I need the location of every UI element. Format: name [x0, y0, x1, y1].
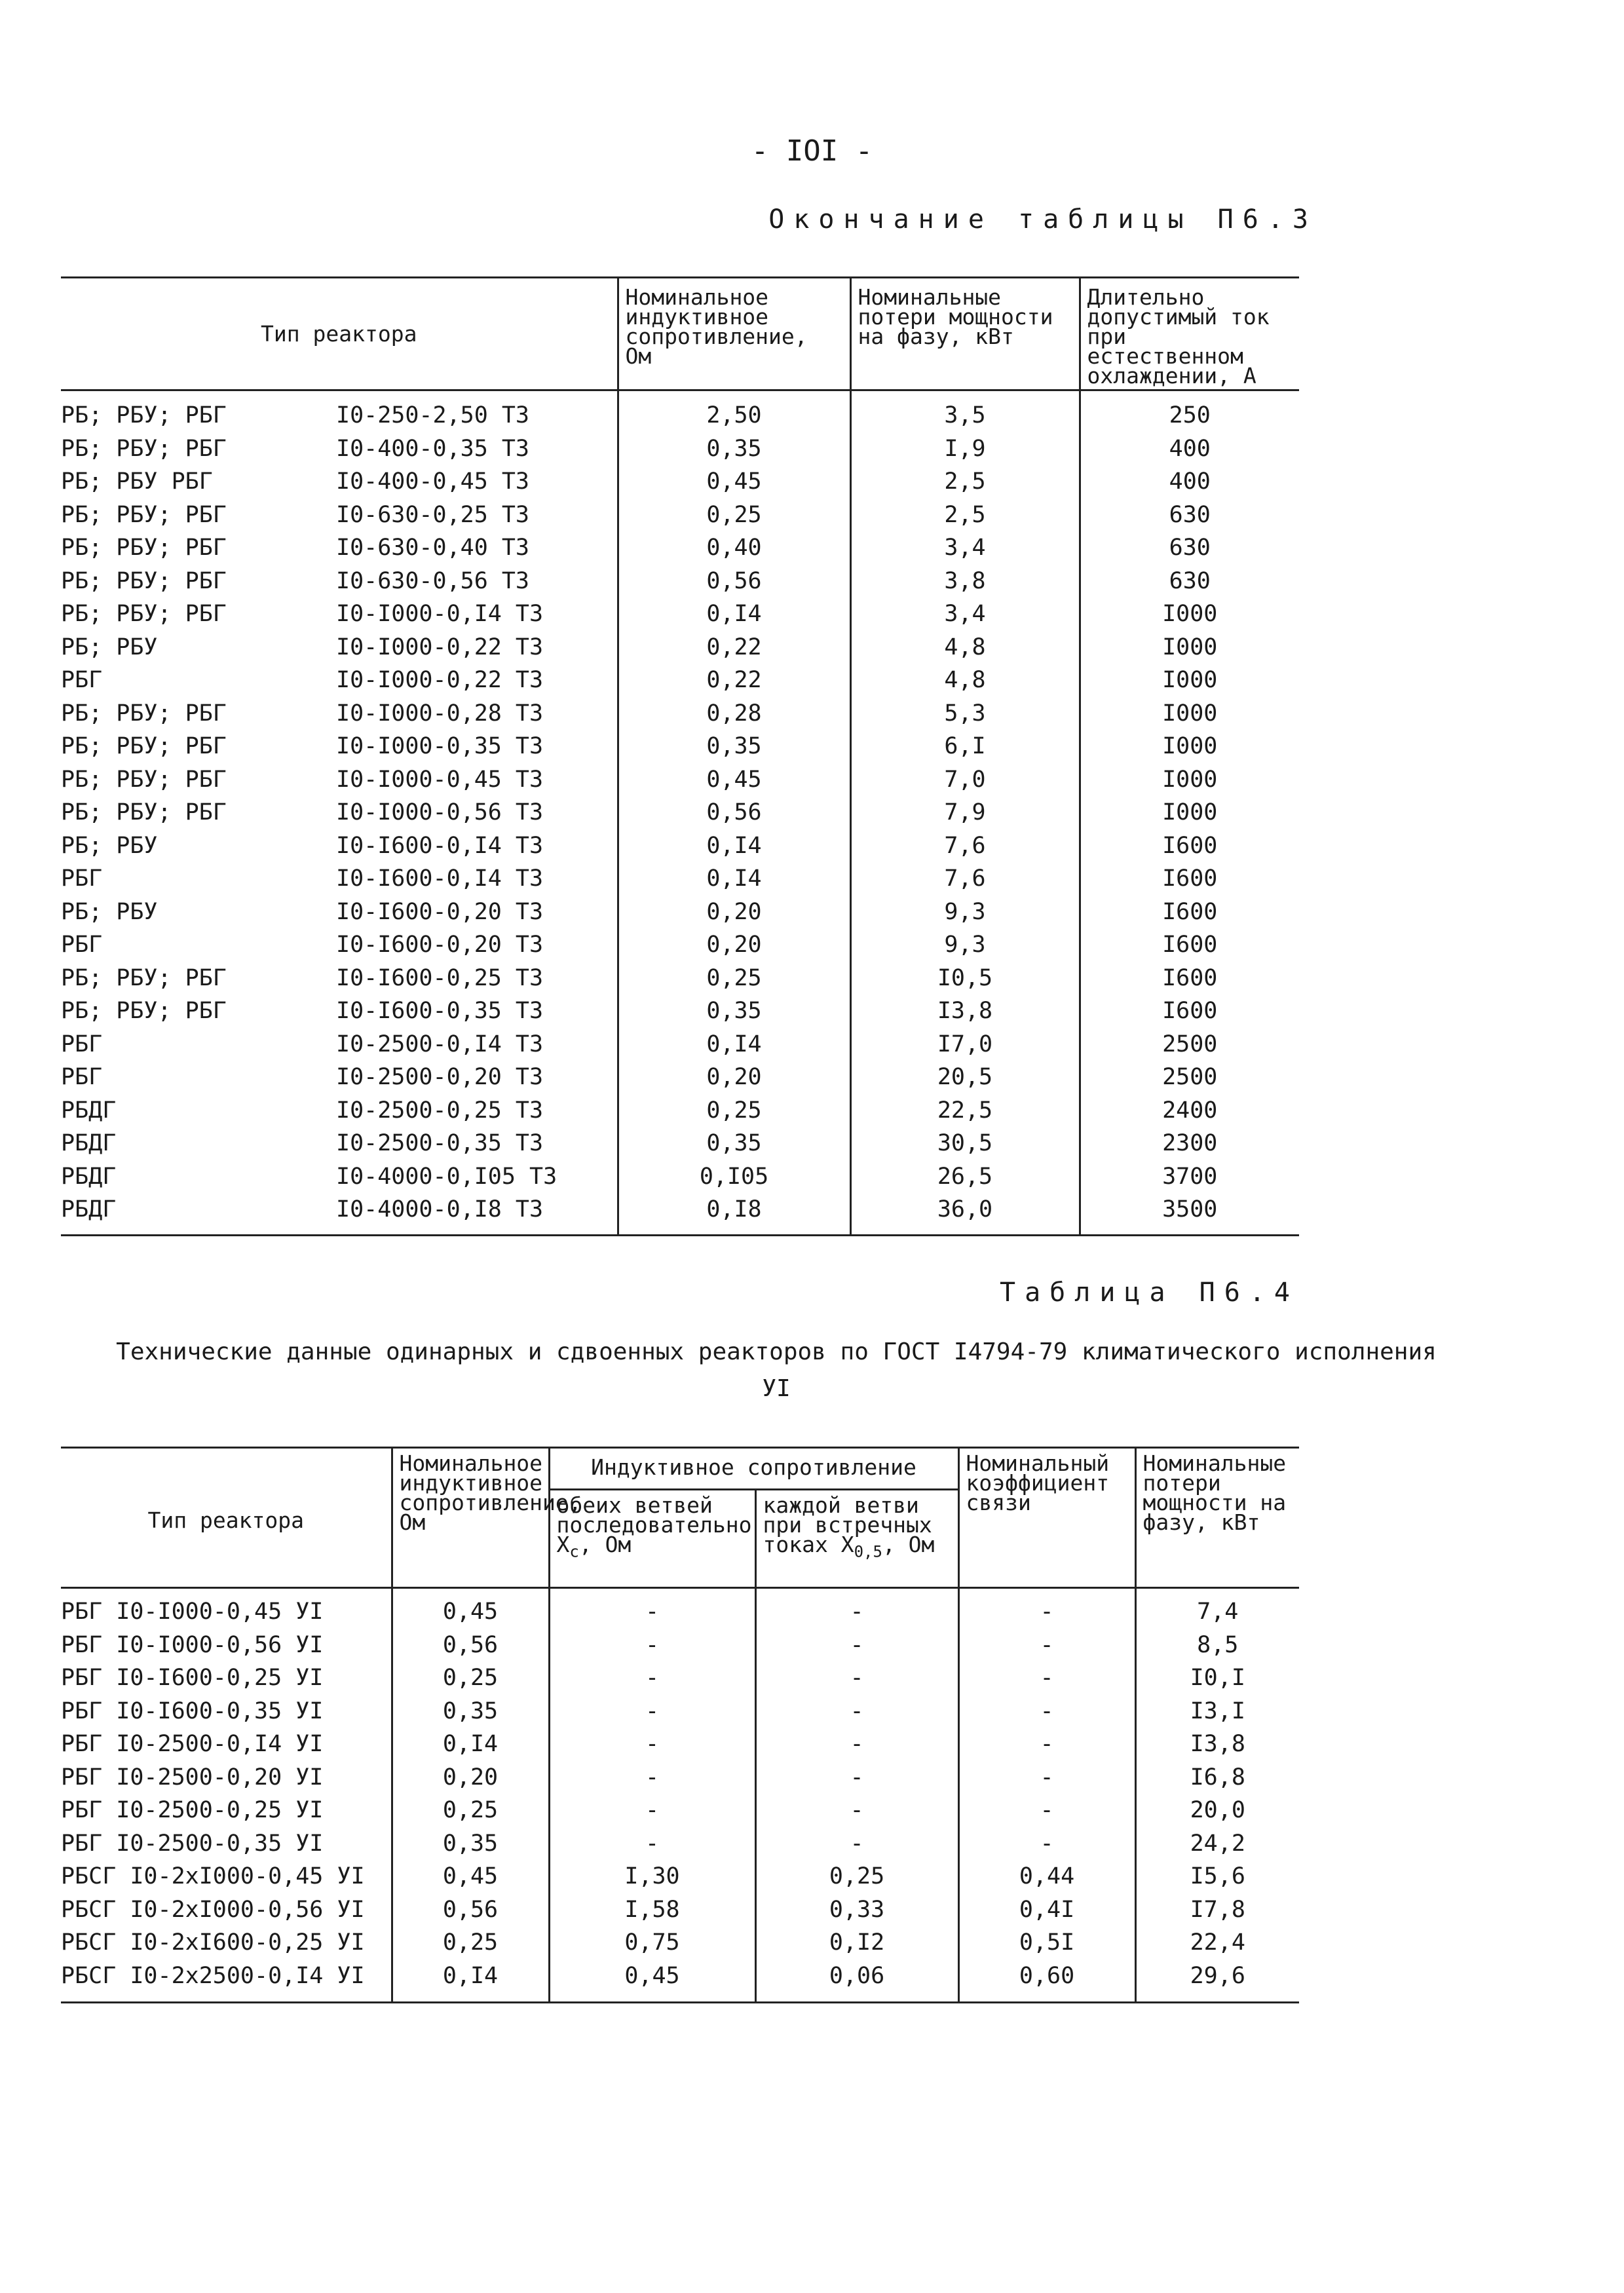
counter-current-resistance-cell: - [755, 1728, 958, 1761]
power-losses-cell: I3,I [1135, 1695, 1299, 1728]
table-row [61, 928, 1299, 962]
subscript-c: c [569, 1542, 579, 1561]
series-resistance-cell: - [549, 1761, 755, 1794]
power-losses-cell: 30,5 [850, 1127, 1080, 1160]
nominal-resistance-cell: 0,45 [392, 1860, 549, 1893]
table2-header-row-1 [61, 1448, 1299, 1490]
power-losses-cell: 7,0 [850, 763, 1080, 797]
power-losses-cell: 9,3 [850, 896, 1080, 929]
reactor-type-cell [61, 962, 618, 995]
reactor-model: I0-2500-0,25 Т3 [336, 1097, 544, 1124]
counter-current-resistance-cell: - [755, 1827, 958, 1861]
header-power-losses: Номинальные потери мощности на фазу, кВт [850, 278, 1080, 390]
reactor-series: РБ; РБУ [61, 898, 158, 925]
reactor-type-cell [61, 697, 618, 730]
nominal-resistance-cell: 0,25 [392, 1926, 549, 1960]
continuous-current-cell: 3500 [1080, 1193, 1299, 1235]
reactor-series: РБГ [61, 932, 103, 958]
header-each-branch-unit: , Ом [882, 1532, 935, 1557]
coupling-coefficient-cell: - [958, 1661, 1135, 1695]
subscript-0-5: 0,5 [854, 1542, 882, 1561]
power-losses-cell: 9,3 [850, 928, 1080, 962]
inductive-resistance-cell: 0,45 [618, 465, 850, 499]
series-resistance-cell: - [549, 1588, 755, 1629]
inductive-resistance-cell: 0,20 [618, 896, 850, 929]
power-losses-cell: 3,4 [850, 597, 1080, 631]
inductive-resistance-cell: 0,I05 [618, 1160, 850, 1194]
continuous-current-cell: 630 [1080, 565, 1299, 598]
reactor-series: РБ; РБУ; РБГ [61, 601, 227, 628]
reactor-type-cell [61, 565, 618, 598]
continuous-current-cell: 2300 [1080, 1127, 1299, 1160]
header-inductive-resistance-group: Индуктивное сопротивление [549, 1448, 958, 1490]
reactor-type-cell: РБГ I0-2500-0,35 УI [61, 1830, 324, 1857]
header-inductive-resistance: Номинальное индуктивное сопротивление, Ом [618, 278, 850, 390]
reactor-series: РБ; РБУ; РБГ [61, 766, 227, 793]
power-losses-cell: 36,0 [850, 1193, 1080, 1235]
reactor-type-cell [61, 829, 618, 863]
power-losses-cell: I7,0 [850, 1028, 1080, 1061]
table-row [61, 763, 1299, 797]
table-row [61, 896, 1299, 929]
reactor-type-cell [61, 1061, 618, 1094]
inductive-resistance-cell: 0,56 [618, 796, 850, 829]
reactor-series: РБДГ [61, 1163, 117, 1190]
coupling-coefficient-cell: - [958, 1761, 1135, 1794]
coupling-coefficient-cell: - [958, 1695, 1135, 1728]
power-losses-cell: I0,5 [850, 962, 1080, 995]
reactor-model: I0-I600-0,35 Т3 [336, 998, 544, 1025]
continuous-current-cell: I600 [1080, 829, 1299, 863]
reactor-series: РБ; РБУ; РБГ [61, 733, 227, 760]
continuous-current-cell: 630 [1080, 499, 1299, 532]
reactor-type-cell [61, 896, 618, 929]
coupling-coefficient-cell: - [958, 1629, 1135, 1662]
reactor-model: I0-I000-0,28 Т3 [336, 700, 544, 727]
series-resistance-cell: 0,45 [549, 1960, 755, 2003]
power-losses-cell: 20,0 [1135, 1794, 1299, 1827]
continuous-current-cell: 250 [1080, 390, 1299, 432]
table-row [61, 390, 1299, 432]
power-losses-cell: I0,I [1135, 1661, 1299, 1695]
power-losses-cell: 3,5 [850, 390, 1080, 432]
reactor-series: РБДГ [61, 1130, 117, 1157]
reactor-type-cell: РБГ I0-2500-0,I4 УI [61, 1731, 324, 1758]
reactor-type-cell [61, 664, 618, 697]
inductive-resistance-cell: 0,22 [618, 631, 850, 664]
table-row [61, 1960, 1299, 2003]
continuous-current-cell: 2500 [1080, 1061, 1299, 1094]
header-coupling-coefficient: Номинальный коэффициент связи [958, 1448, 1135, 1588]
continuous-current-cell: I600 [1080, 928, 1299, 962]
reactor-model: I0-I000-0,56 Т3 [336, 799, 544, 826]
table-row [61, 1761, 1299, 1794]
inductive-resistance-cell: 0,I4 [618, 862, 850, 896]
table-row [61, 1127, 1299, 1160]
power-losses-cell: 3,4 [850, 531, 1080, 565]
series-resistance-cell: - [549, 1629, 755, 1662]
series-resistance-cell: - [549, 1661, 755, 1695]
counter-current-resistance-cell: 0,I2 [755, 1926, 958, 1960]
reactor-type-cell [61, 531, 618, 565]
counter-current-resistance-cell: - [755, 1661, 958, 1695]
table-row [61, 1028, 1299, 1061]
table-row [61, 730, 1299, 763]
reactor-type-cell [61, 1094, 618, 1128]
series-resistance-cell: - [549, 1827, 755, 1861]
header-each-branch [755, 1490, 958, 1588]
reactor-series: РБДГ [61, 1196, 117, 1223]
table-row [61, 1827, 1299, 1861]
reactor-type-cell [61, 730, 618, 763]
reactor-model: I0-400-0,35 Т3 [336, 435, 530, 462]
reactor-model: I0-I000-0,22 Т3 [336, 634, 544, 660]
header-each-branch-text: каждой ветви при встречных токах X [763, 1492, 932, 1557]
counter-current-resistance-cell: - [755, 1588, 958, 1629]
coupling-coefficient-cell: 0,4I [958, 1893, 1135, 1927]
reactor-series: РБ; РБУ; РБГ [61, 402, 227, 429]
table-row [61, 664, 1299, 697]
table-row [61, 499, 1299, 532]
reactor-series: РБГ [61, 865, 103, 892]
reactor-model: I0-I000-0,I4 Т3 [336, 601, 544, 628]
nominal-resistance-cell: 0,35 [392, 1827, 549, 1861]
inductive-resistance-cell: 0,I4 [618, 1028, 850, 1061]
table-row [61, 1094, 1299, 1128]
table-row [61, 1661, 1299, 1695]
reactor-type-cell: РБГ I0-I000-0,56 УI [61, 1631, 324, 1658]
continuous-current-cell: I000 [1080, 796, 1299, 829]
reactor-type-cell: РБГ I0-2500-0,25 УI [61, 1797, 324, 1824]
continuous-current-cell: I000 [1080, 631, 1299, 664]
header-reactor-type: Тип реактора [61, 278, 618, 390]
reactor-model: I0-I000-0,22 Т3 [336, 667, 544, 694]
power-losses-cell: 22,4 [1135, 1926, 1299, 1960]
table1-body [61, 390, 1299, 1236]
power-losses-cell: I6,8 [1135, 1761, 1299, 1794]
reactor-model: I0-2500-0,I4 Т3 [336, 1031, 544, 1057]
reactor-series: РБ; РБУ [61, 832, 158, 859]
reactor-series: РБГ [61, 1064, 103, 1091]
counter-current-resistance-cell: 0,33 [755, 1893, 958, 1927]
inductive-resistance-cell: 0,35 [618, 432, 850, 466]
inductive-resistance-cell: 0,35 [618, 995, 850, 1028]
continuous-current-cell: I000 [1080, 664, 1299, 697]
table-row [61, 1926, 1299, 1960]
reactor-type-cell [61, 631, 618, 664]
table-row [61, 465, 1299, 499]
header-reactor-type: Тип реактора [61, 1448, 392, 1588]
reactor-model: I0-4000-0,I8 Т3 [336, 1196, 544, 1223]
power-losses-cell: 8,5 [1135, 1629, 1299, 1662]
power-losses-cell: I3,8 [1135, 1728, 1299, 1761]
reactor-series: РБ; РБУ РБГ [61, 468, 213, 495]
power-losses-cell: 29,6 [1135, 1960, 1299, 2003]
reactor-type-cell: РБСГ I0-2xI600-0,25 УI [61, 1929, 365, 1956]
inductive-resistance-cell: 0,56 [618, 565, 850, 598]
reactor-type-cell: РБГ I0-I600-0,35 УI [61, 1697, 324, 1724]
reactor-model: I0-250-2,50 Т3 [336, 402, 530, 429]
reactor-model: I0-630-0,25 Т3 [336, 501, 530, 528]
table2-title: Технические данные одинарных и сдвоенных реакторов по ГОСТ I4794-79 климатического исполнения УI [116, 1338, 1437, 1402]
series-resistance-cell: 0,75 [549, 1926, 755, 1960]
reactor-type-cell [61, 763, 618, 797]
table-row [61, 1160, 1299, 1194]
reactor-type-cell: РБСГ I0-2xI000-0,45 УI [61, 1863, 365, 1890]
reactor-model: I0-2500-0,35 Т3 [336, 1130, 544, 1157]
table-row [61, 597, 1299, 631]
reactor-series: РБ; РБУ; РБГ [61, 998, 227, 1025]
counter-current-resistance-cell: 0,06 [755, 1960, 958, 2003]
reactor-series: РБ; РБУ; РБГ [61, 700, 227, 727]
reactor-type-cell [61, 796, 618, 829]
power-losses-cell: I5,6 [1135, 1860, 1299, 1893]
counter-current-resistance-cell: - [755, 1629, 958, 1662]
counter-current-resistance-cell: 0,25 [755, 1860, 958, 1893]
table-row [61, 1860, 1299, 1893]
table-row [61, 1794, 1299, 1827]
inductive-resistance-cell: 2,50 [618, 390, 850, 432]
reactor-type-cell [61, 928, 618, 962]
table-p6-4 [61, 1447, 1299, 2003]
power-losses-cell: 24,2 [1135, 1827, 1299, 1861]
table-row [61, 1893, 1299, 1927]
reactor-series: РБ; РБУ; РБГ [61, 435, 227, 462]
reactor-series: РБ; РБУ; РБГ [61, 964, 227, 991]
table-row [61, 565, 1299, 598]
reactor-type-cell [61, 1127, 618, 1160]
reactor-model: I0-4000-0,I05 Т3 [336, 1163, 557, 1190]
reactor-model: I0-630-0,56 Т3 [336, 567, 530, 594]
inductive-resistance-cell: 0,I4 [618, 829, 850, 863]
reactor-series: РБДГ [61, 1097, 117, 1124]
counter-current-resistance-cell: - [755, 1695, 958, 1728]
reactor-type-cell: РБСГ I0-2xI000-0,56 УI [61, 1896, 365, 1923]
inductive-resistance-cell: 0,35 [618, 730, 850, 763]
table-row [61, 1728, 1299, 1761]
power-losses-cell: 22,5 [850, 1094, 1080, 1128]
series-resistance-cell: - [549, 1728, 755, 1761]
reactor-series: РБ; РБУ; РБГ [61, 501, 227, 528]
reactor-series: РБ; РБУ; РБГ [61, 535, 227, 561]
reactor-model: I0-I000-0,45 Т3 [336, 766, 544, 793]
header-both-branches [549, 1490, 755, 1588]
reactor-model: I0-I600-0,20 Т3 [336, 898, 544, 925]
nominal-resistance-cell: 0,25 [392, 1661, 549, 1695]
coupling-coefficient-cell: 0,60 [958, 1960, 1135, 2003]
inductive-resistance-cell: 0,28 [618, 697, 850, 730]
continuous-current-cell: I000 [1080, 763, 1299, 797]
reactor-type-cell [61, 597, 618, 631]
power-losses-cell: 7,9 [850, 796, 1080, 829]
continuous-current-cell: I000 [1080, 730, 1299, 763]
inductive-resistance-cell: 0,45 [618, 763, 850, 797]
continuous-current-cell: I000 [1080, 697, 1299, 730]
power-losses-cell: 3,8 [850, 565, 1080, 598]
continuous-current-cell: 2500 [1080, 1028, 1299, 1061]
reactor-type-cell: РБГ I0-2500-0,20 УI [61, 1764, 324, 1791]
power-losses-cell: 20,5 [850, 1061, 1080, 1094]
power-losses-cell: 4,8 [850, 664, 1080, 697]
counter-current-resistance-cell: - [755, 1794, 958, 1827]
coupling-coefficient-cell: 0,5I [958, 1926, 1135, 1960]
power-losses-cell: 26,5 [850, 1160, 1080, 1194]
continuous-current-cell: I600 [1080, 862, 1299, 896]
reactor-type-cell [61, 499, 618, 532]
reactor-model: I0-2500-0,20 Т3 [336, 1064, 544, 1091]
table-row [61, 432, 1299, 466]
header-both-branches-unit: , Ом [578, 1532, 632, 1557]
continuous-current-cell: I600 [1080, 995, 1299, 1028]
inductive-resistance-cell: 0,35 [618, 1127, 850, 1160]
coupling-coefficient-cell: - [958, 1728, 1135, 1761]
power-losses-cell: 7,6 [850, 829, 1080, 863]
table-row [61, 531, 1299, 565]
power-losses-cell: I7,8 [1135, 1893, 1299, 1927]
header-power-losses: Номинальные потери мощности на фазу, кВт [1135, 1448, 1299, 1588]
reactor-type-cell: РБСГ I0-2x2500-0,I4 УI [61, 1960, 392, 2003]
reactor-type-cell: РБГ I0-I000-0,45 УI [61, 1599, 324, 1625]
reactor-series: РБГ [61, 1031, 103, 1057]
nominal-resistance-cell: 0,45 [392, 1588, 549, 1629]
continuous-current-cell: I600 [1080, 962, 1299, 995]
power-losses-cell: 2,5 [850, 499, 1080, 532]
coupling-coefficient-cell: - [958, 1827, 1135, 1861]
table2-body [61, 1588, 1299, 2003]
table-row [61, 1061, 1299, 1094]
table-row [61, 1695, 1299, 1728]
inductive-resistance-cell: 0,20 [618, 1061, 850, 1094]
reactor-model: I0-400-0,45 Т3 [336, 468, 530, 495]
reactor-type-cell [61, 1028, 618, 1061]
series-resistance-cell: I,30 [549, 1860, 755, 1893]
table-row [61, 862, 1299, 896]
series-resistance-cell: - [549, 1794, 755, 1827]
table-row [61, 697, 1299, 730]
reactor-type-cell [61, 432, 618, 466]
table-row [61, 995, 1299, 1028]
reactor-model: I0-I600-0,I4 Т3 [336, 865, 544, 892]
inductive-resistance-cell: 0,22 [618, 664, 850, 697]
reactor-series: РБ; РБУ [61, 634, 158, 660]
power-losses-cell: 4,8 [850, 631, 1080, 664]
continuous-current-cell: I600 [1080, 896, 1299, 929]
table1-caption: Окончание таблицы П6.3 [768, 204, 1317, 235]
reactor-model: I0-I600-0,I4 Т3 [336, 832, 544, 859]
power-losses-cell: 5,3 [850, 697, 1080, 730]
table-row [61, 829, 1299, 863]
reactor-type-cell [61, 1193, 618, 1235]
nominal-resistance-cell: 0,I4 [392, 1728, 549, 1761]
table-row [61, 631, 1299, 664]
continuous-current-cell: 630 [1080, 531, 1299, 565]
nominal-resistance-cell: 0,25 [392, 1794, 549, 1827]
reactor-type-cell [61, 862, 618, 896]
reactor-model: I0-630-0,40 Т3 [336, 535, 530, 561]
reactor-type-cell [61, 1160, 618, 1194]
table1-header-row [61, 278, 1299, 390]
table-row [61, 796, 1299, 829]
reactor-model: I0-I000-0,35 Т3 [336, 733, 544, 760]
table-p6-3 [61, 276, 1299, 1236]
continuous-current-cell: 400 [1080, 432, 1299, 466]
nominal-resistance-cell: 0,I4 [392, 1960, 549, 2003]
power-losses-cell: I3,8 [850, 995, 1080, 1028]
coupling-coefficient-cell: - [958, 1794, 1135, 1827]
series-resistance-cell: - [549, 1695, 755, 1728]
nominal-resistance-cell: 0,56 [392, 1629, 549, 1662]
continuous-current-cell: I000 [1080, 597, 1299, 631]
coupling-coefficient-cell: 0,44 [958, 1860, 1135, 1893]
power-losses-cell: 2,5 [850, 465, 1080, 499]
coupling-coefficient-cell: - [958, 1588, 1135, 1629]
inductive-resistance-cell: 0,25 [618, 1094, 850, 1128]
power-losses-cell: I,9 [850, 432, 1080, 466]
reactor-type-cell [61, 390, 618, 432]
page-number: - IOI - [751, 134, 873, 168]
table-row [61, 1588, 1299, 1629]
inductive-resistance-cell: 0,I8 [618, 1193, 850, 1235]
nominal-resistance-cell: 0,56 [392, 1893, 549, 1927]
series-resistance-cell: I,58 [549, 1893, 755, 1927]
power-losses-cell: 7,4 [1135, 1588, 1299, 1629]
power-losses-cell: 6,I [850, 730, 1080, 763]
continuous-current-cell: 400 [1080, 465, 1299, 499]
reactor-type-cell: РБГ I0-I600-0,25 УI [61, 1665, 324, 1692]
table-row [61, 1629, 1299, 1662]
inductive-resistance-cell: 0,25 [618, 962, 850, 995]
inductive-resistance-cell: 0,40 [618, 531, 850, 565]
header-both-branches-text: обеих ветвей последовательно X [556, 1492, 752, 1557]
reactor-series: РБ; РБУ; РБГ [61, 799, 227, 826]
header-nominal-inductive-resistance: Номинальное индуктивное сопротивление, Ом [392, 1448, 549, 1588]
reactor-model: I0-I600-0,25 Т3 [336, 964, 544, 991]
continuous-current-cell: 2400 [1080, 1094, 1299, 1128]
reactor-type-cell [61, 995, 618, 1028]
inductive-resistance-cell: 0,20 [618, 928, 850, 962]
table-row [61, 962, 1299, 995]
counter-current-resistance-cell: - [755, 1761, 958, 1794]
nominal-resistance-cell: 0,20 [392, 1761, 549, 1794]
reactor-type-cell [61, 465, 618, 499]
reactor-model: I0-I600-0,20 Т3 [336, 932, 544, 958]
header-continuous-current: Длительно допустимый ток при естественном охлаждении, А [1080, 278, 1299, 390]
continuous-current-cell: 3700 [1080, 1160, 1299, 1194]
nominal-resistance-cell: 0,35 [392, 1695, 549, 1728]
inductive-resistance-cell: 0,I4 [618, 597, 850, 631]
table2-caption: Таблица П6.4 [1000, 1278, 1299, 1308]
power-losses-cell: 7,6 [850, 862, 1080, 896]
inductive-resistance-cell: 0,25 [618, 499, 850, 532]
reactor-series: РБ; РБУ; РБГ [61, 567, 227, 594]
reactor-series: РБГ [61, 667, 103, 694]
table-row [61, 1193, 1299, 1235]
